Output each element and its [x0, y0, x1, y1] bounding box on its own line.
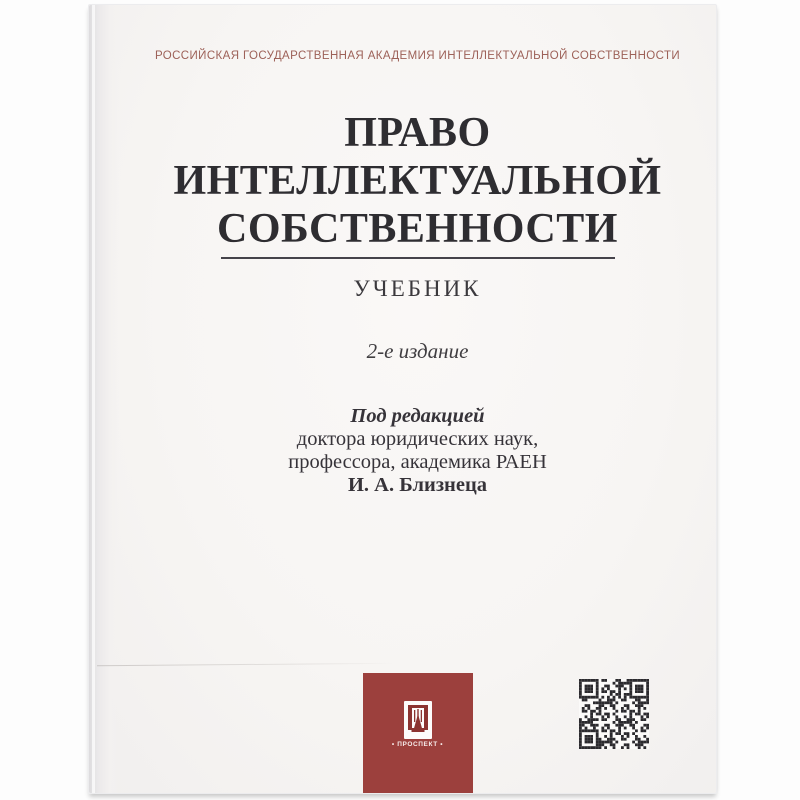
academy-line: РОССИЙСКАЯ ГОСУДАРСТВЕННАЯ АКАДЕМИЯ ИНТЕЛЛЕКТУАЛЬНОЙ СОБСТВЕННОСТИ: [154, 50, 681, 62]
title-divider: [221, 257, 615, 259]
publisher-name: • ПРОСПЕКТ •: [391, 741, 444, 748]
publisher-logo-block: [363, 673, 473, 793]
spine-highlight: [92, 5, 95, 793]
title-line-1: ПРАВО: [344, 110, 491, 156]
editors-block: [119, 405, 716, 497]
title-line-2: ИНТЕЛЛЕКТУАЛЬНОЙ: [173, 158, 662, 204]
book-cover: [88, 4, 717, 794]
edited-by-line: Под редакцией: [350, 405, 485, 427]
subtitle-uchebnik: УЧЕБНИК: [353, 276, 482, 301]
editor-degree-line: доктора юридических наук,: [296, 428, 539, 450]
cover-front: [119, 5, 716, 793]
edition-note: 2-е издание: [366, 339, 469, 363]
title-line-3: СОБСТВЕННОСТИ: [217, 206, 618, 252]
editor-rank-line: профессора, академика РАЕН: [288, 451, 547, 473]
editor-name-line: И. А. Близнеца: [347, 474, 488, 496]
cover-crease: [97, 663, 397, 667]
prospekt-tower-emblem-icon: [404, 701, 432, 739]
book-spine-edge: [89, 5, 119, 793]
book-title: [119, 109, 716, 253]
qr-code: [579, 679, 649, 749]
